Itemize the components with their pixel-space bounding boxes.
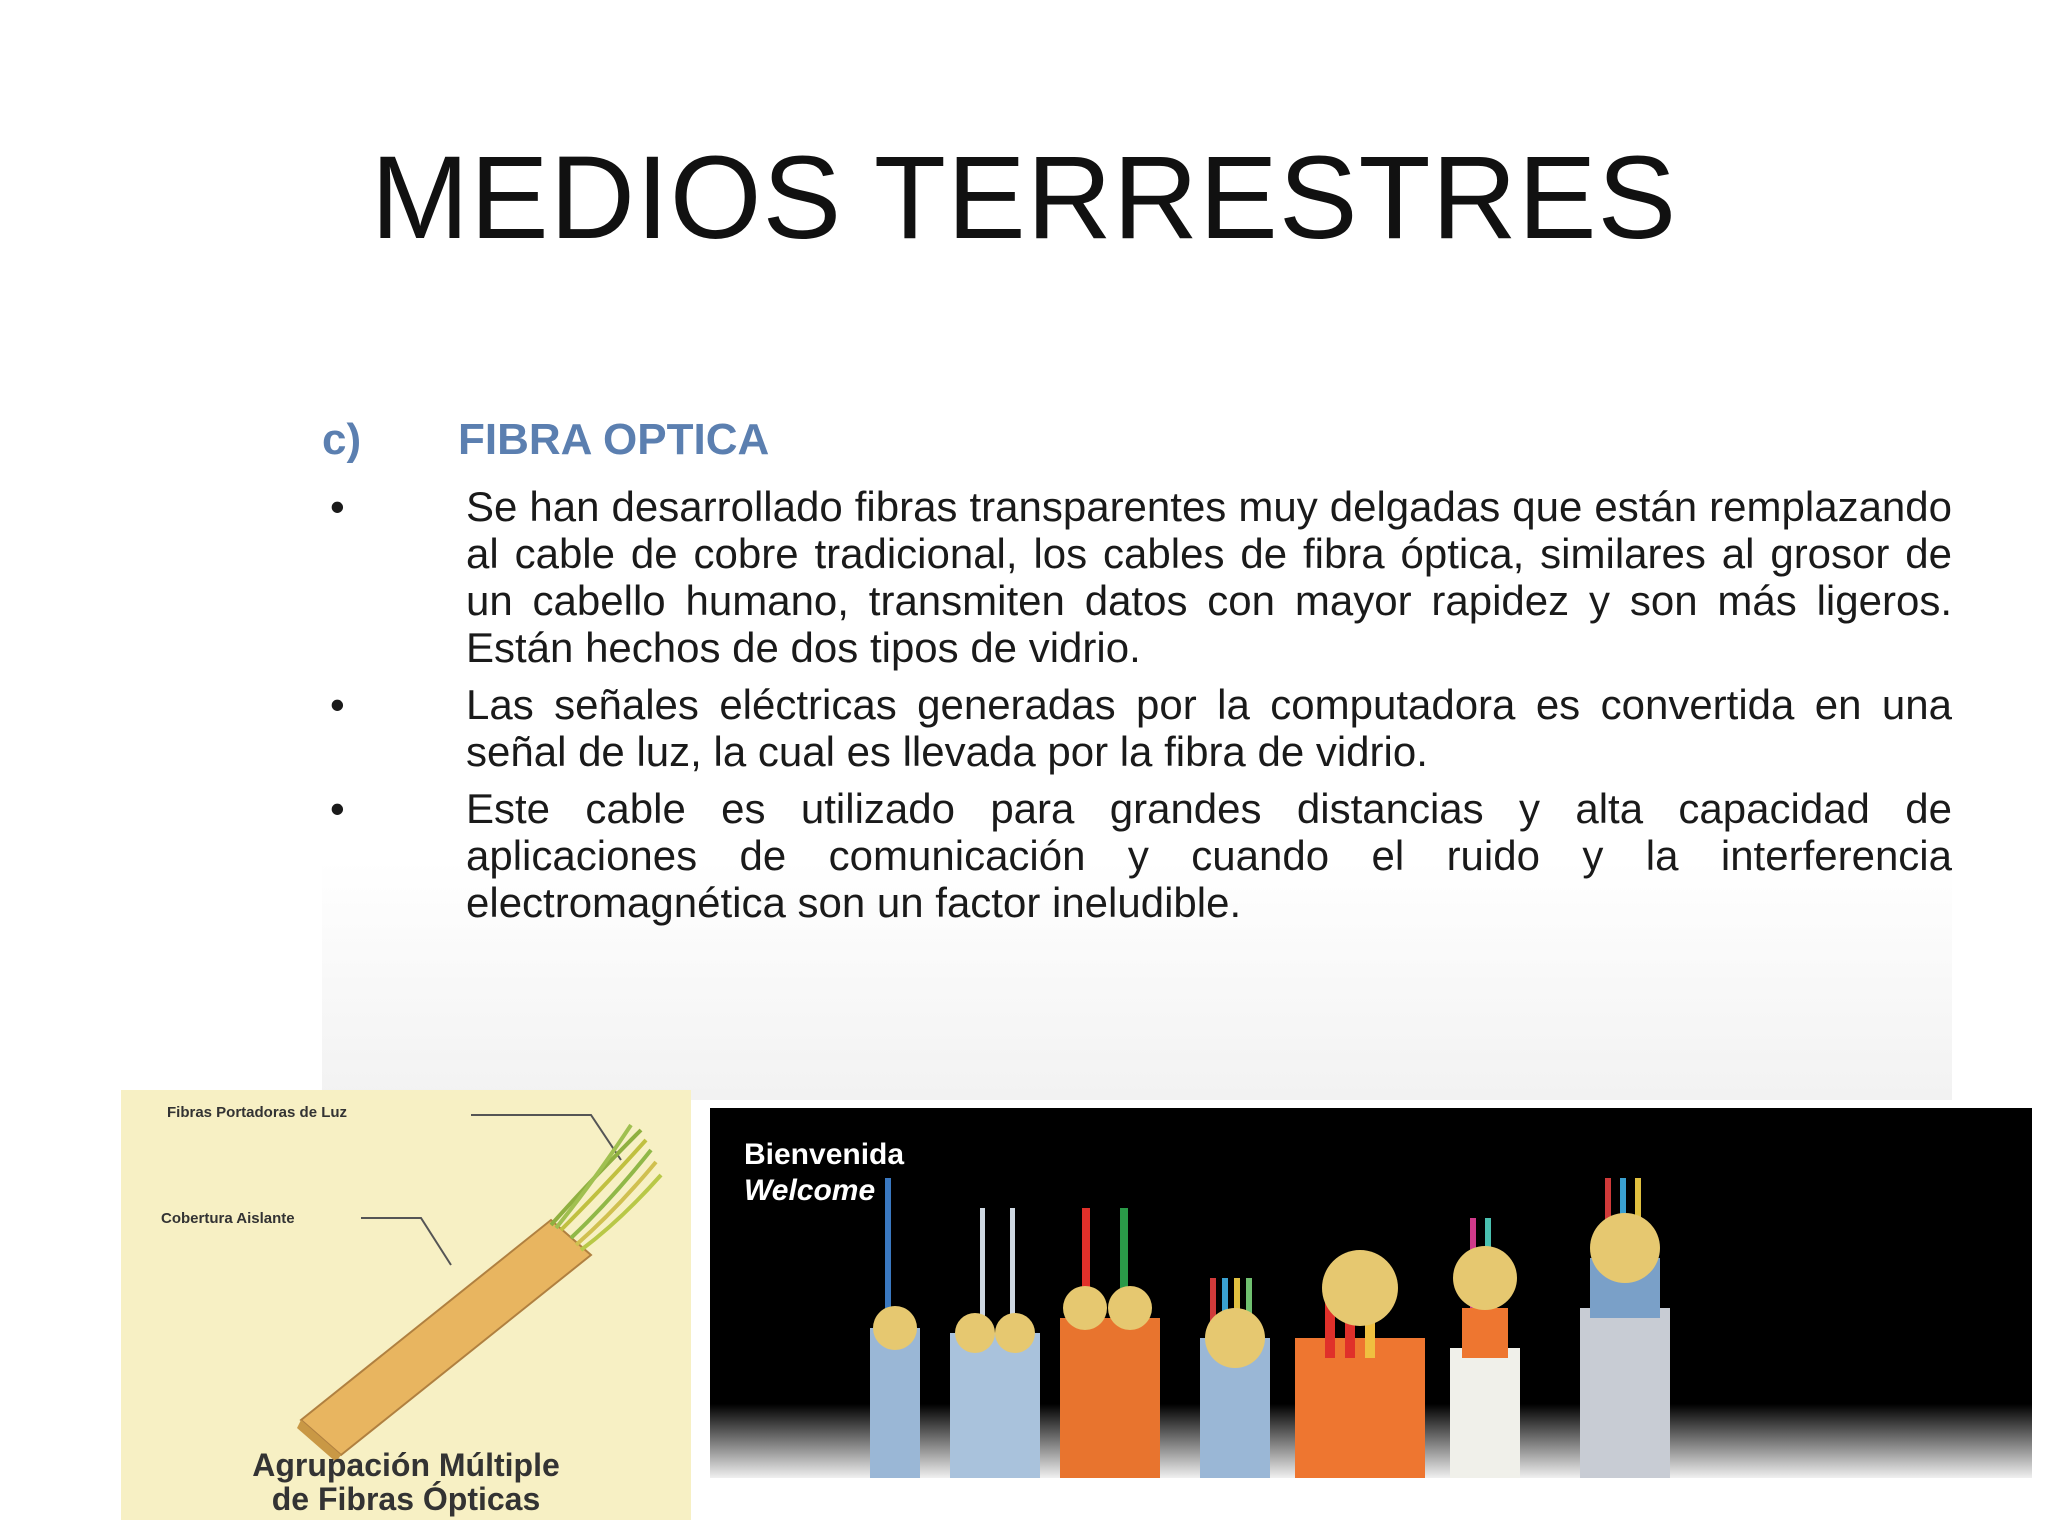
bullet-item <box>322 681 1952 775</box>
bullet-text: Las señales eléctricas generadas por la computadora es convertida en una señal de luz, la cual es llevada por la fibra de vidrio. <box>466 681 1952 775</box>
section-marker: c) <box>322 415 362 464</box>
insulation-label: Cobertura Aislante <box>161 1210 295 1227</box>
bullet-text: Se han desarrollado fibras transparentes muy delgadas que están remplazando al cable de cobre tradicional, los cables de fibra óptica, similares al grosor de un cabello humano, transmiten datos con mayor rapidez y son más ligeros. Están hechos de dos tipos de vidrio. <box>466 483 1952 671</box>
slide-body <box>322 415 1952 926</box>
fiber-diagram-image <box>121 1090 691 1520</box>
bullet-icon: • <box>330 483 345 530</box>
bullet-icon: • <box>330 785 345 832</box>
bullet-item <box>322 483 1952 671</box>
section-heading-row <box>322 415 1952 473</box>
slide-title: MEDIOS TERRESTRES <box>370 132 1678 264</box>
diagram-caption-line1: Agrupación Múltiple <box>252 1447 560 1483</box>
diagram-caption-line2: de Fibras Ópticas <box>271 1481 541 1517</box>
welcome-text-en: Welcome <box>744 1174 876 1207</box>
welcome-text-es: Bienvenida <box>744 1138 905 1171</box>
bullet-text: Este cable es utilizado para grandes distancias y alta capacidad de aplicaciones de comunicación y cuando el ruido y la interferencia electromagnética son un factor ineludible. <box>466 785 1952 926</box>
section-heading: FIBRA OPTICA <box>458 415 770 464</box>
bullet-icon: • <box>330 681 345 728</box>
cable-bundle-illustration <box>710 1108 2032 1478</box>
fiber-cables-photo <box>710 1108 2032 1478</box>
bullet-item <box>322 785 1952 926</box>
fiber-label: Fibras Portadoras de Luz <box>167 1104 348 1121</box>
